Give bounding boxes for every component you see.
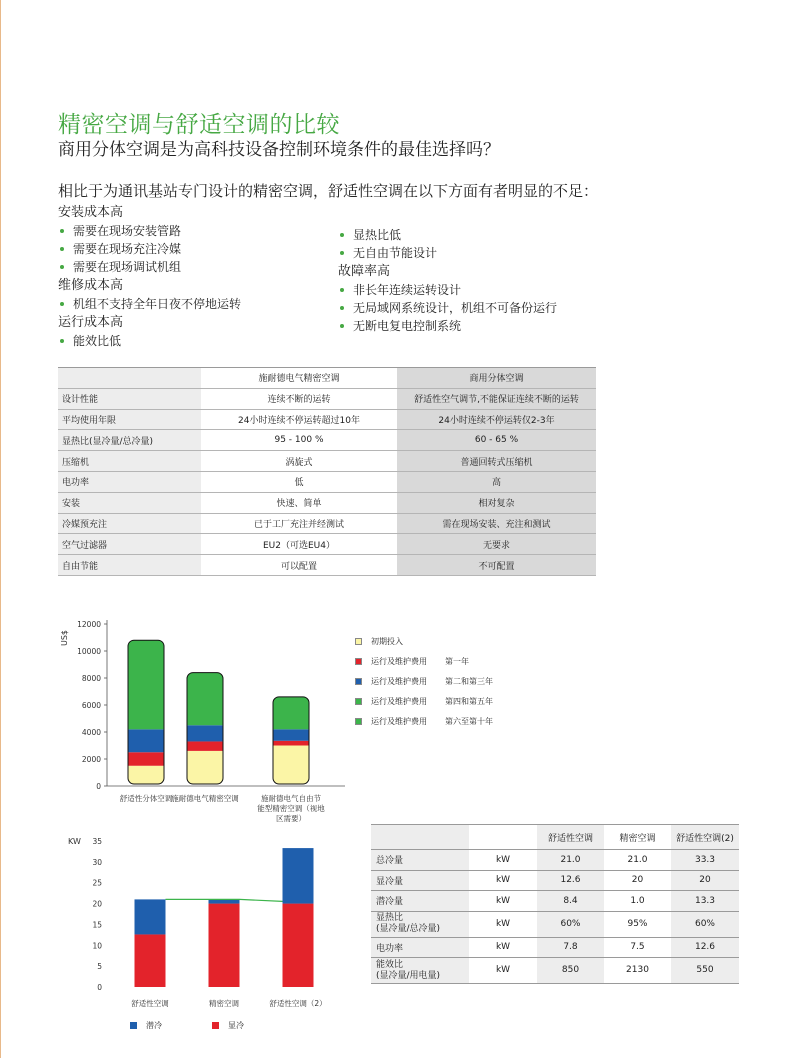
table-cell: 快速、简单: [201, 492, 397, 513]
table-cell: 压缩机: [58, 451, 201, 472]
legend-item: [355, 631, 493, 651]
table-cell: 95%: [604, 911, 671, 937]
cost-chart-legend: [355, 631, 493, 731]
table-row: [58, 409, 596, 430]
table-cell: 20: [604, 870, 671, 891]
list-item: 非长年连续运转设计: [338, 281, 557, 299]
stacked-bar: [273, 697, 309, 786]
intro-text: 相比于为通讯基站专门设计的精密空调，舒适性空调在以下方面有者明显的不足：: [58, 182, 599, 200]
list-item: 需要在现场调试机组: [58, 258, 241, 276]
legend-label: 运行及维护费用: [371, 676, 427, 686]
table-cell: 13.3: [671, 891, 739, 912]
bullet-list: [58, 222, 241, 276]
table-cell: 相对复杂: [397, 492, 596, 513]
table-cell: 12.6: [537, 870, 604, 891]
table-cell: 33.3: [671, 850, 739, 871]
table-cell: 7.5: [604, 937, 671, 958]
table-cell: 显热比(显冷量/总冷量): [58, 430, 201, 451]
bar-segment: [283, 848, 314, 903]
table-cell: 涡旋式: [201, 451, 397, 472]
table-cell: EU2（可选EU4）: [201, 534, 397, 555]
bar-segment: [273, 746, 309, 787]
y-tick-label: 25: [92, 878, 102, 888]
table-cell: 平均使用年限: [58, 409, 201, 430]
table-cell: 普通回转式压缩机: [397, 451, 596, 472]
table-cell: 舒适性空气调节,不能保证连续不断的运转: [397, 388, 596, 409]
y-tick-label: 2000: [81, 755, 101, 764]
table-cell: 设计性能: [58, 388, 201, 409]
page-title: 精密空调与舒适空调的比较: [58, 112, 340, 138]
y-tick-label: 15: [92, 920, 102, 930]
group-heading: 故障率高: [338, 264, 391, 279]
list-item: 需要在现场充注冷媒: [58, 240, 241, 258]
table-cell: 显冷量: [371, 870, 469, 891]
legend-item: [355, 651, 493, 671]
cooling-spec-table: [371, 824, 739, 984]
list-item: 能效比低: [58, 332, 241, 350]
table-cell: 850: [537, 958, 604, 984]
list-item: 机组不支持全年日夜不停地运转: [58, 295, 241, 313]
cost-stacked-bar-chart: [55, 612, 355, 827]
table-row: [58, 555, 596, 576]
legend-item: [355, 691, 493, 711]
table-row: [58, 534, 596, 555]
table-cell: 安装: [58, 492, 201, 513]
table-cell: 20: [671, 870, 739, 891]
list-item: 无局域网系统设计，机组不可备份运行: [338, 299, 557, 317]
table-cell: 21.0: [604, 850, 671, 871]
legend-label: 运行及维护费用: [371, 696, 427, 706]
header-cell: [58, 368, 201, 389]
table-cell: 2130: [604, 958, 671, 984]
y-axis-label: KW: [68, 837, 81, 846]
legend-period: 第六至第十年: [445, 716, 493, 726]
y-tick-label: 10000: [77, 647, 101, 656]
bar-segment: [209, 899, 240, 903]
table-cell: 电功率: [371, 937, 469, 958]
legend-label: 显冷: [228, 1021, 244, 1030]
table-cell: 自由节能: [58, 555, 201, 576]
group-heading: 运行成本高: [58, 315, 124, 330]
table-cell: 21.0: [537, 850, 604, 871]
table-cell: 需在现场安装、充注和测试: [397, 513, 596, 534]
table-cell: kW: [469, 911, 537, 937]
y-tick-label: 5: [97, 962, 102, 972]
x-tick-label: 施耐德电气精密空调: [171, 794, 239, 803]
table-cell: 空气过滤器: [58, 534, 201, 555]
header-cell: [371, 825, 469, 850]
page-margin-line: [0, 0, 1, 1058]
table-cell: 60 - 65 %: [397, 430, 596, 451]
bar-segment: [187, 673, 223, 726]
table-cell: kW: [469, 850, 537, 871]
list-item: 无自由节能设计: [338, 244, 557, 262]
header-cell: 舒适性空调: [537, 825, 604, 850]
legend-swatch: [355, 698, 362, 705]
bar-segment: [187, 725, 223, 741]
y-tick-label: 30: [92, 857, 102, 867]
bar-segment: [128, 766, 164, 786]
bar-segment: [209, 904, 240, 987]
list-item: 显热比低: [338, 226, 557, 244]
bar-segment: [128, 729, 164, 752]
table-row: [58, 430, 596, 451]
table-cell: 电功率: [58, 471, 201, 492]
table-row: [58, 471, 596, 492]
y-tick-label: 4000: [81, 728, 101, 737]
table-cell: 连续不断的运转: [201, 388, 397, 409]
legend-swatch: [130, 1022, 137, 1029]
y-axis-label: US$: [60, 629, 69, 647]
x-tick-label: 舒适性空调（2）: [269, 999, 327, 1008]
table-cell: 60%: [537, 911, 604, 937]
table-row: [371, 850, 739, 871]
bar-segment: [135, 934, 166, 987]
y-tick-label: 20: [92, 899, 102, 909]
cooling-capacity-chart: [62, 835, 362, 1015]
list-item: 需要在现场安装管路: [58, 222, 241, 240]
legend-swatch: [212, 1022, 219, 1029]
legend-label: 潜冷: [146, 1021, 162, 1030]
table-cell: kW: [469, 958, 537, 984]
table-cell: kW: [469, 870, 537, 891]
table-header-row: [58, 368, 596, 389]
table-cell: 总冷量: [371, 850, 469, 871]
legend-period: 第一年: [445, 656, 469, 666]
header-cell: 施耐德电气精密空调: [201, 368, 397, 389]
bar-segment: [187, 751, 223, 786]
bar-segment: [273, 729, 309, 740]
page-subtitle: 商用分体空调是为高科技设备控制环境条件的最佳选择吗？: [58, 140, 500, 160]
left-deficiency-list: [58, 203, 241, 350]
y-tick-label: 10: [92, 941, 102, 951]
x-tick-label: 舒适性空调: [131, 999, 169, 1008]
y-tick-label: 6000: [81, 701, 101, 710]
legend-item: [355, 671, 493, 691]
table-row: [58, 513, 596, 534]
stacked-bar: [128, 640, 164, 786]
x-tick-label: 施耐德电气自由节能型精密空调（视地区需要）: [257, 794, 325, 823]
table-row: [58, 492, 596, 513]
x-tick-label: 精密空调: [209, 999, 239, 1008]
table-cell: 24小时连续不停运转仅2-3年: [397, 409, 596, 430]
table-cell: 12.6: [671, 937, 739, 958]
table-cell: 550: [671, 958, 739, 984]
header-cell: 精密空调: [604, 825, 671, 850]
table-cell: 低: [201, 471, 397, 492]
bullet-list: [338, 281, 557, 335]
bar-segment: [128, 752, 164, 766]
table-cell: 已于工厂充注并经测试: [201, 513, 397, 534]
legend-period: 第四和第五年: [445, 696, 493, 706]
bullet-list: [58, 295, 241, 313]
table-row: [371, 870, 739, 891]
comparison-table: [58, 367, 596, 576]
header-cell: [469, 825, 537, 850]
header-cell: 舒适性空调(2): [671, 825, 739, 850]
legend-label: 运行及维护费用: [371, 716, 427, 726]
header-cell: 商用分体空调: [397, 368, 596, 389]
table-cell: 1.0: [604, 891, 671, 912]
table-cell: 不可配置: [397, 555, 596, 576]
legend-swatch: [355, 638, 362, 645]
bar-segment: [273, 741, 309, 746]
table-cell: kW: [469, 937, 537, 958]
capacity-chart-legend: [130, 1020, 244, 1031]
right-deficiency-list: [338, 226, 557, 335]
table-cell: 95 - 100 %: [201, 430, 397, 451]
table-cell: 可以配置: [201, 555, 397, 576]
table-row: [371, 937, 739, 958]
table-row: [371, 891, 739, 912]
table-row: [58, 451, 596, 472]
table-row: [371, 958, 739, 984]
table-cell: 7.8: [537, 937, 604, 958]
y-tick-label: 35: [92, 837, 102, 846]
table-cell: 潜冷量: [371, 891, 469, 912]
y-tick-label: 0: [96, 782, 101, 791]
bar-segment: [135, 899, 166, 934]
table-row: [58, 388, 596, 409]
table-cell: 8.4: [537, 891, 604, 912]
bar-segment: [128, 640, 164, 729]
table-cell: kW: [469, 891, 537, 912]
table-cell: 冷媒预充注: [58, 513, 201, 534]
table-cell: 24小时连续不停运转超过10年: [201, 409, 397, 430]
y-tick-label: 0: [97, 983, 102, 992]
stacked-bar: [187, 673, 223, 786]
y-tick-label: 12000: [77, 620, 101, 629]
group-heading: 安装成本高: [58, 205, 124, 220]
legend-period: 第二和第三年: [445, 676, 493, 686]
y-tick-label: 8000: [81, 674, 101, 683]
legend-swatch: [355, 678, 362, 685]
table-cell: 显热比 (显冷量/总冷量): [371, 911, 469, 937]
bar-segment: [273, 697, 309, 729]
legend-swatch: [355, 658, 362, 665]
group-heading: 维修成本高: [58, 278, 124, 293]
x-tick-label: 舒适性分体空调: [119, 794, 173, 803]
table-cell: 无要求: [397, 534, 596, 555]
table-cell: 高: [397, 471, 596, 492]
table-header-row: [371, 825, 739, 850]
legend-swatch: [355, 718, 362, 725]
bullet-list: [338, 226, 557, 262]
bar-segment: [283, 904, 314, 987]
legend-label: 运行及维护费用: [371, 656, 427, 666]
table-row: [371, 911, 739, 937]
bullet-list: [58, 332, 241, 350]
list-item: 无断电复电控制系统: [338, 317, 557, 335]
table-cell: 能效比 (显冷量/用电量): [371, 958, 469, 984]
bar-segment: [187, 741, 223, 750]
table-cell: 60%: [671, 911, 739, 937]
legend-label: 初期投入: [371, 636, 403, 646]
legend-item: [355, 711, 493, 731]
